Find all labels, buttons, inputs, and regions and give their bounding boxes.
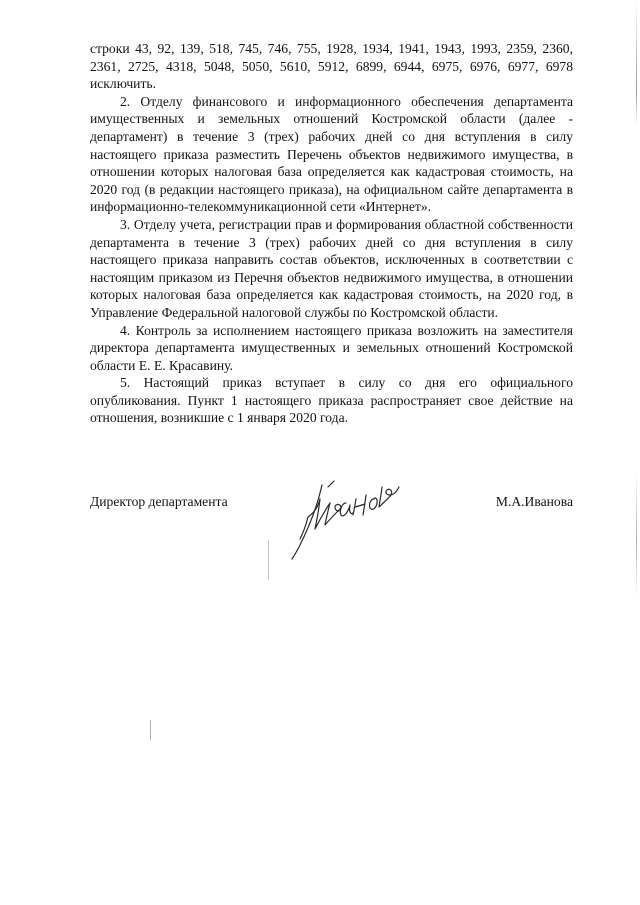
signatory-name: М.А.Иванова	[495, 494, 573, 509]
paragraph-item-2: 2. Отделу финансового и информационного обеспечения департамента имущественных и земельных отношений Костромской области (далее - департамент) в течение 3 (трех) рабочих дней со дня вступления в силу настоящего приказа разместить Перечень объектов недвижимого имущества, в отношении которых налоговая база определяется как кадастровая стоимость, на 2020 год (в редакции настоящего приказа), на официальном сайте департамента в информационно-телекоммуникационной сети «Интернет».	[90, 93, 573, 215]
paragraph-item-3: 3. Отделу учета, регистрации прав и формирования областной собственности департамента в течение 3 (трех) рабочих дней со дня вступления в силу настоящего приказа направить состав объектов, исключенных в соответствии с настоящим приказом из Перечня объектов недвижимого имущества, в отношении которых налоговая база определяется как кадастровая стоимость, на 2020 год, в Управление Федеральной налоговой службы по Костромской области.	[90, 216, 573, 320]
document-body	[90, 40, 573, 427]
signatory-title: Директор департамента	[90, 494, 228, 509]
scan-artifact-mark	[268, 540, 269, 580]
paragraph-continuation: строки 43, 92, 139, 518, 745, 746, 755, 1928, 1934, 1941, 1943, 1993, 2359, 2360, 2361, 2725, 4318, 5048, 5050, 5610, 5912, 6899, 6944, 6975, 6976, 6977, 6978 исключить.	[90, 41, 573, 92]
handwritten-signature	[270, 473, 420, 568]
paragraph-item-4: 4. Контроль за исполнением настоящего приказа возложить на заместителя директора департамента имущественных и земельных отношений Костромской области Е. Е. Красавину.	[90, 322, 573, 373]
scan-artifact-mark	[150, 720, 151, 740]
scan-edge-line	[636, 0, 637, 905]
paragraph-item-5: 5. Настоящий приказ вступает в силу со дня его официального опубликования. Пункт 1 настоящего приказа распространяет свое действие на отношения, возникшие с 1 января 2020 года.	[90, 375, 573, 426]
signature-block	[90, 493, 573, 573]
